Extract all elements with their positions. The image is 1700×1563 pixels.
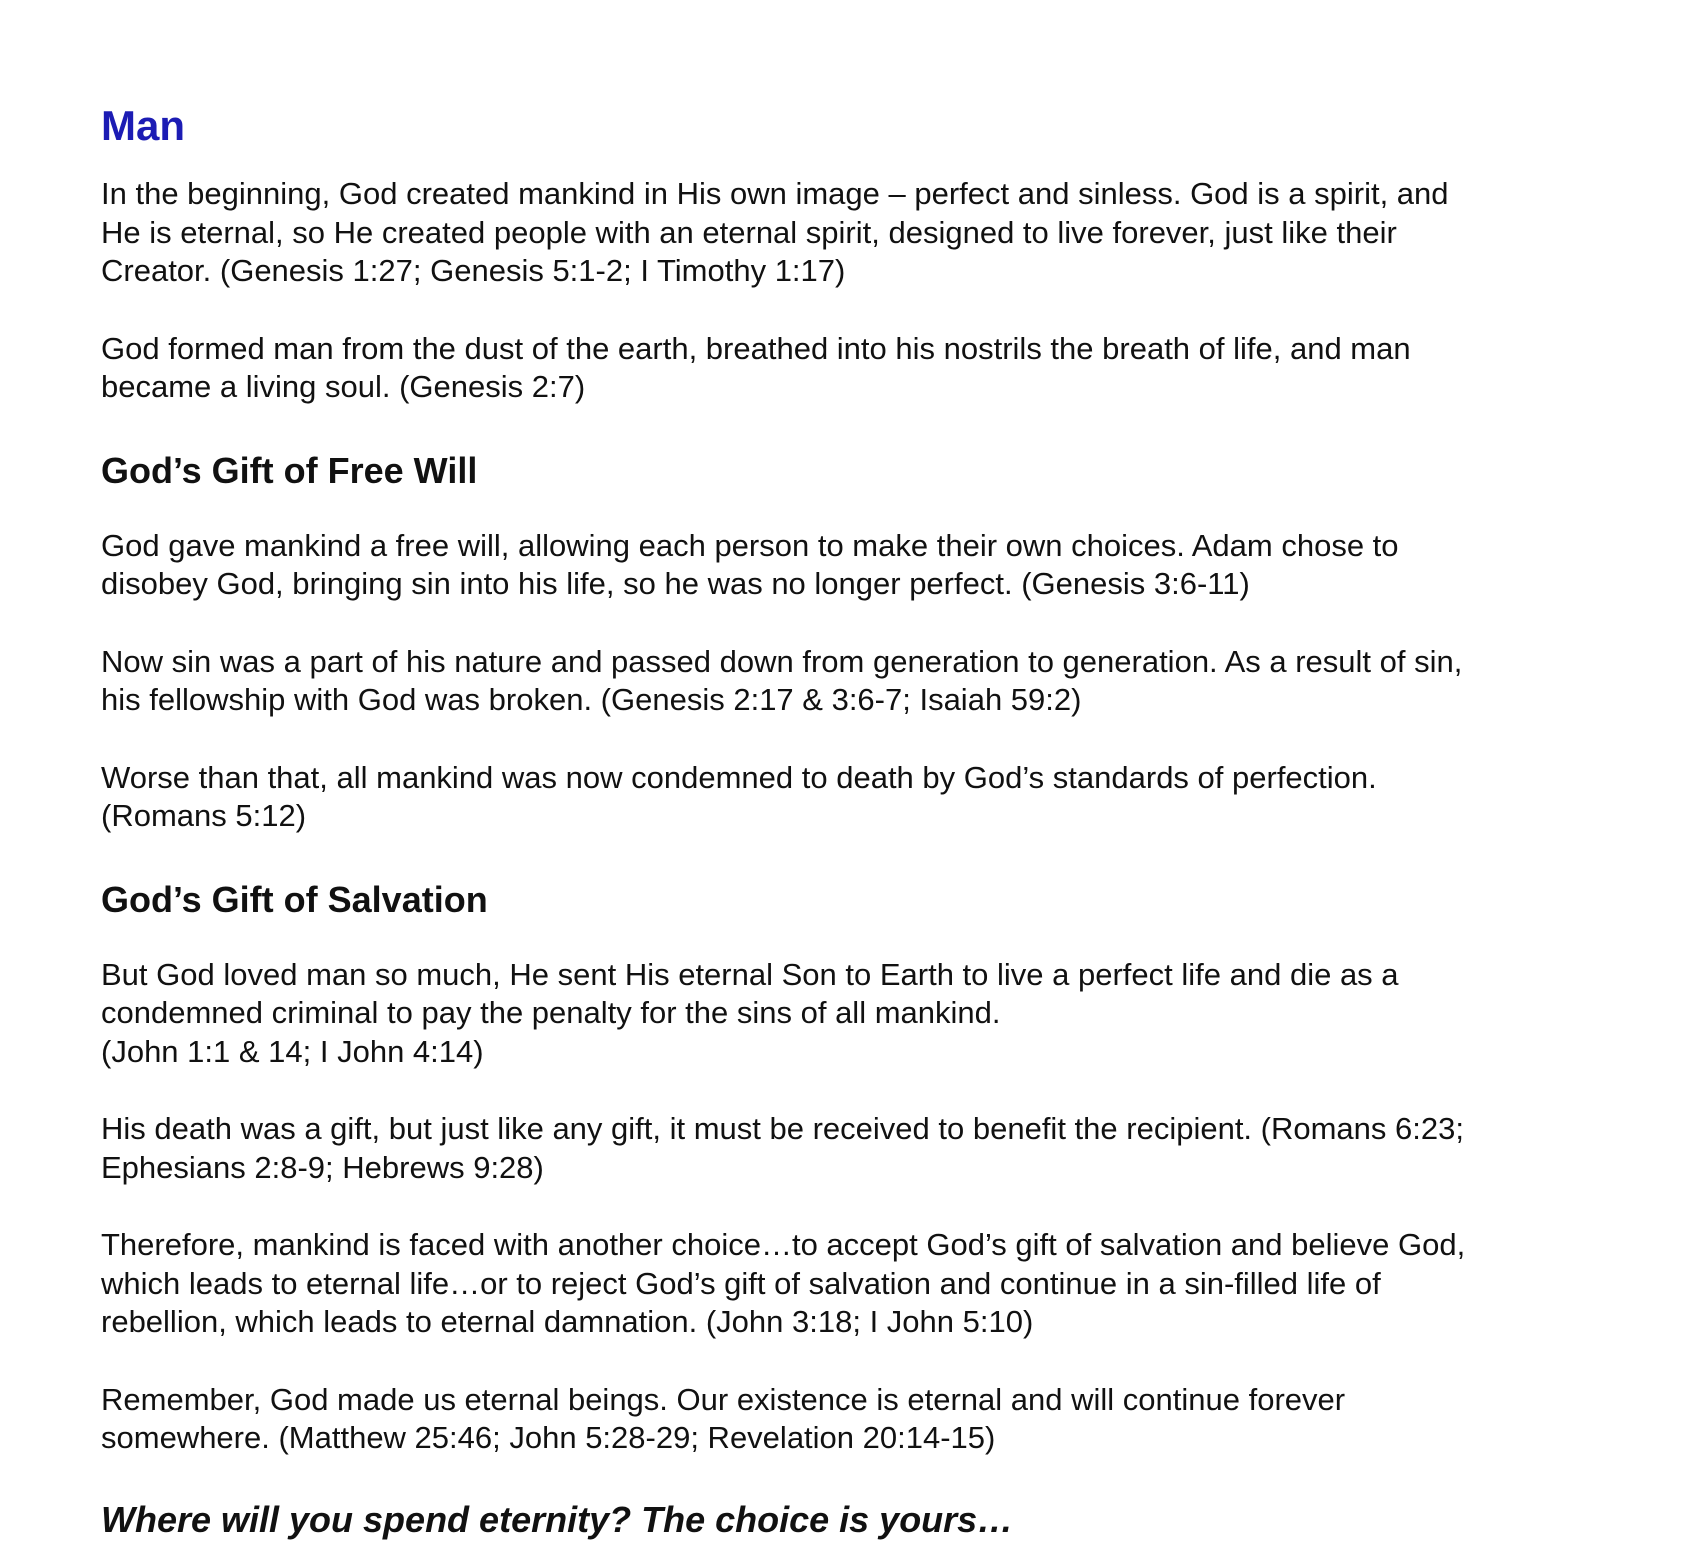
document-page bbox=[101, 96, 1621, 1545]
document-title: Man bbox=[101, 102, 185, 149]
closing-question: Where will you spend eternity? The choice is yours… bbox=[101, 1498, 1014, 1540]
paragraph-condemned: Worse than that, all mankind was now condemned to death by God’s standards of perfection. (Romans 5:12) bbox=[101, 759, 1377, 833]
paragraph-living-soul: God formed man from the dust of the earth, breathed into his nostrils the breath of life, and man became a living soul. (Genesis 2:7) bbox=[101, 330, 1411, 404]
paragraph-god-loved-man: But God loved man so much, He sent His eternal Son to Earth to live a perfect life and die as a condemned criminal to pay the penalty for the sins of all mankind. (John 1:1 & 14; I John 4:14) bbox=[101, 956, 1399, 1069]
paragraph-free-will: God gave mankind a free will, allowing each person to make their own choices. Adam chose to disobey God, bringing sin into his life, so he was no longer perfect. (Genesis 3:6-11) bbox=[101, 527, 1399, 601]
section-heading-free-will: God’s Gift of Free Will bbox=[101, 449, 478, 491]
paragraph-another-choice: Therefore, mankind is faced with another choice…to accept God’s gift of salvation and believe God, which leads to eternal life…or to reject God’s gift of salvation and continue in a sin-filled life of rebellion, which leads to eternal damnation. (John 3:18; I John 5:10) bbox=[101, 1227, 1466, 1339]
paragraph-creation: In the beginning, God created mankind in His own image – perfect and sinless. God is a spirit, and He is eternal, so He created people with an eternal spirit, designed to live forever, just like their Creator. (Genesis 1:27; Genesis 5:1-2; I Timothy 1:17) bbox=[101, 176, 1449, 288]
paragraph-sin-nature: Now sin was a part of his nature and passed down from generation to generation. As a result of sin, his fellowship with God was broken. (Genesis 2:17 & 3:6-7; Isaiah 59:2) bbox=[101, 643, 1463, 717]
paragraph-eternal-beings: Remember, God made us eternal beings. Our existence is eternal and will continue forever somewhere. (Matthew 25:46; John 5:28-29; Revelation 20:14-15) bbox=[101, 1381, 1346, 1455]
section-heading-salvation: God’s Gift of Salvation bbox=[101, 878, 488, 920]
paragraph-gift-received: His death was a gift, but just like any gift, it must be received to benefit the recipient. (Romans 6:23; Ephesians 2:8-9; Hebrews 9:28) bbox=[101, 1111, 1464, 1185]
